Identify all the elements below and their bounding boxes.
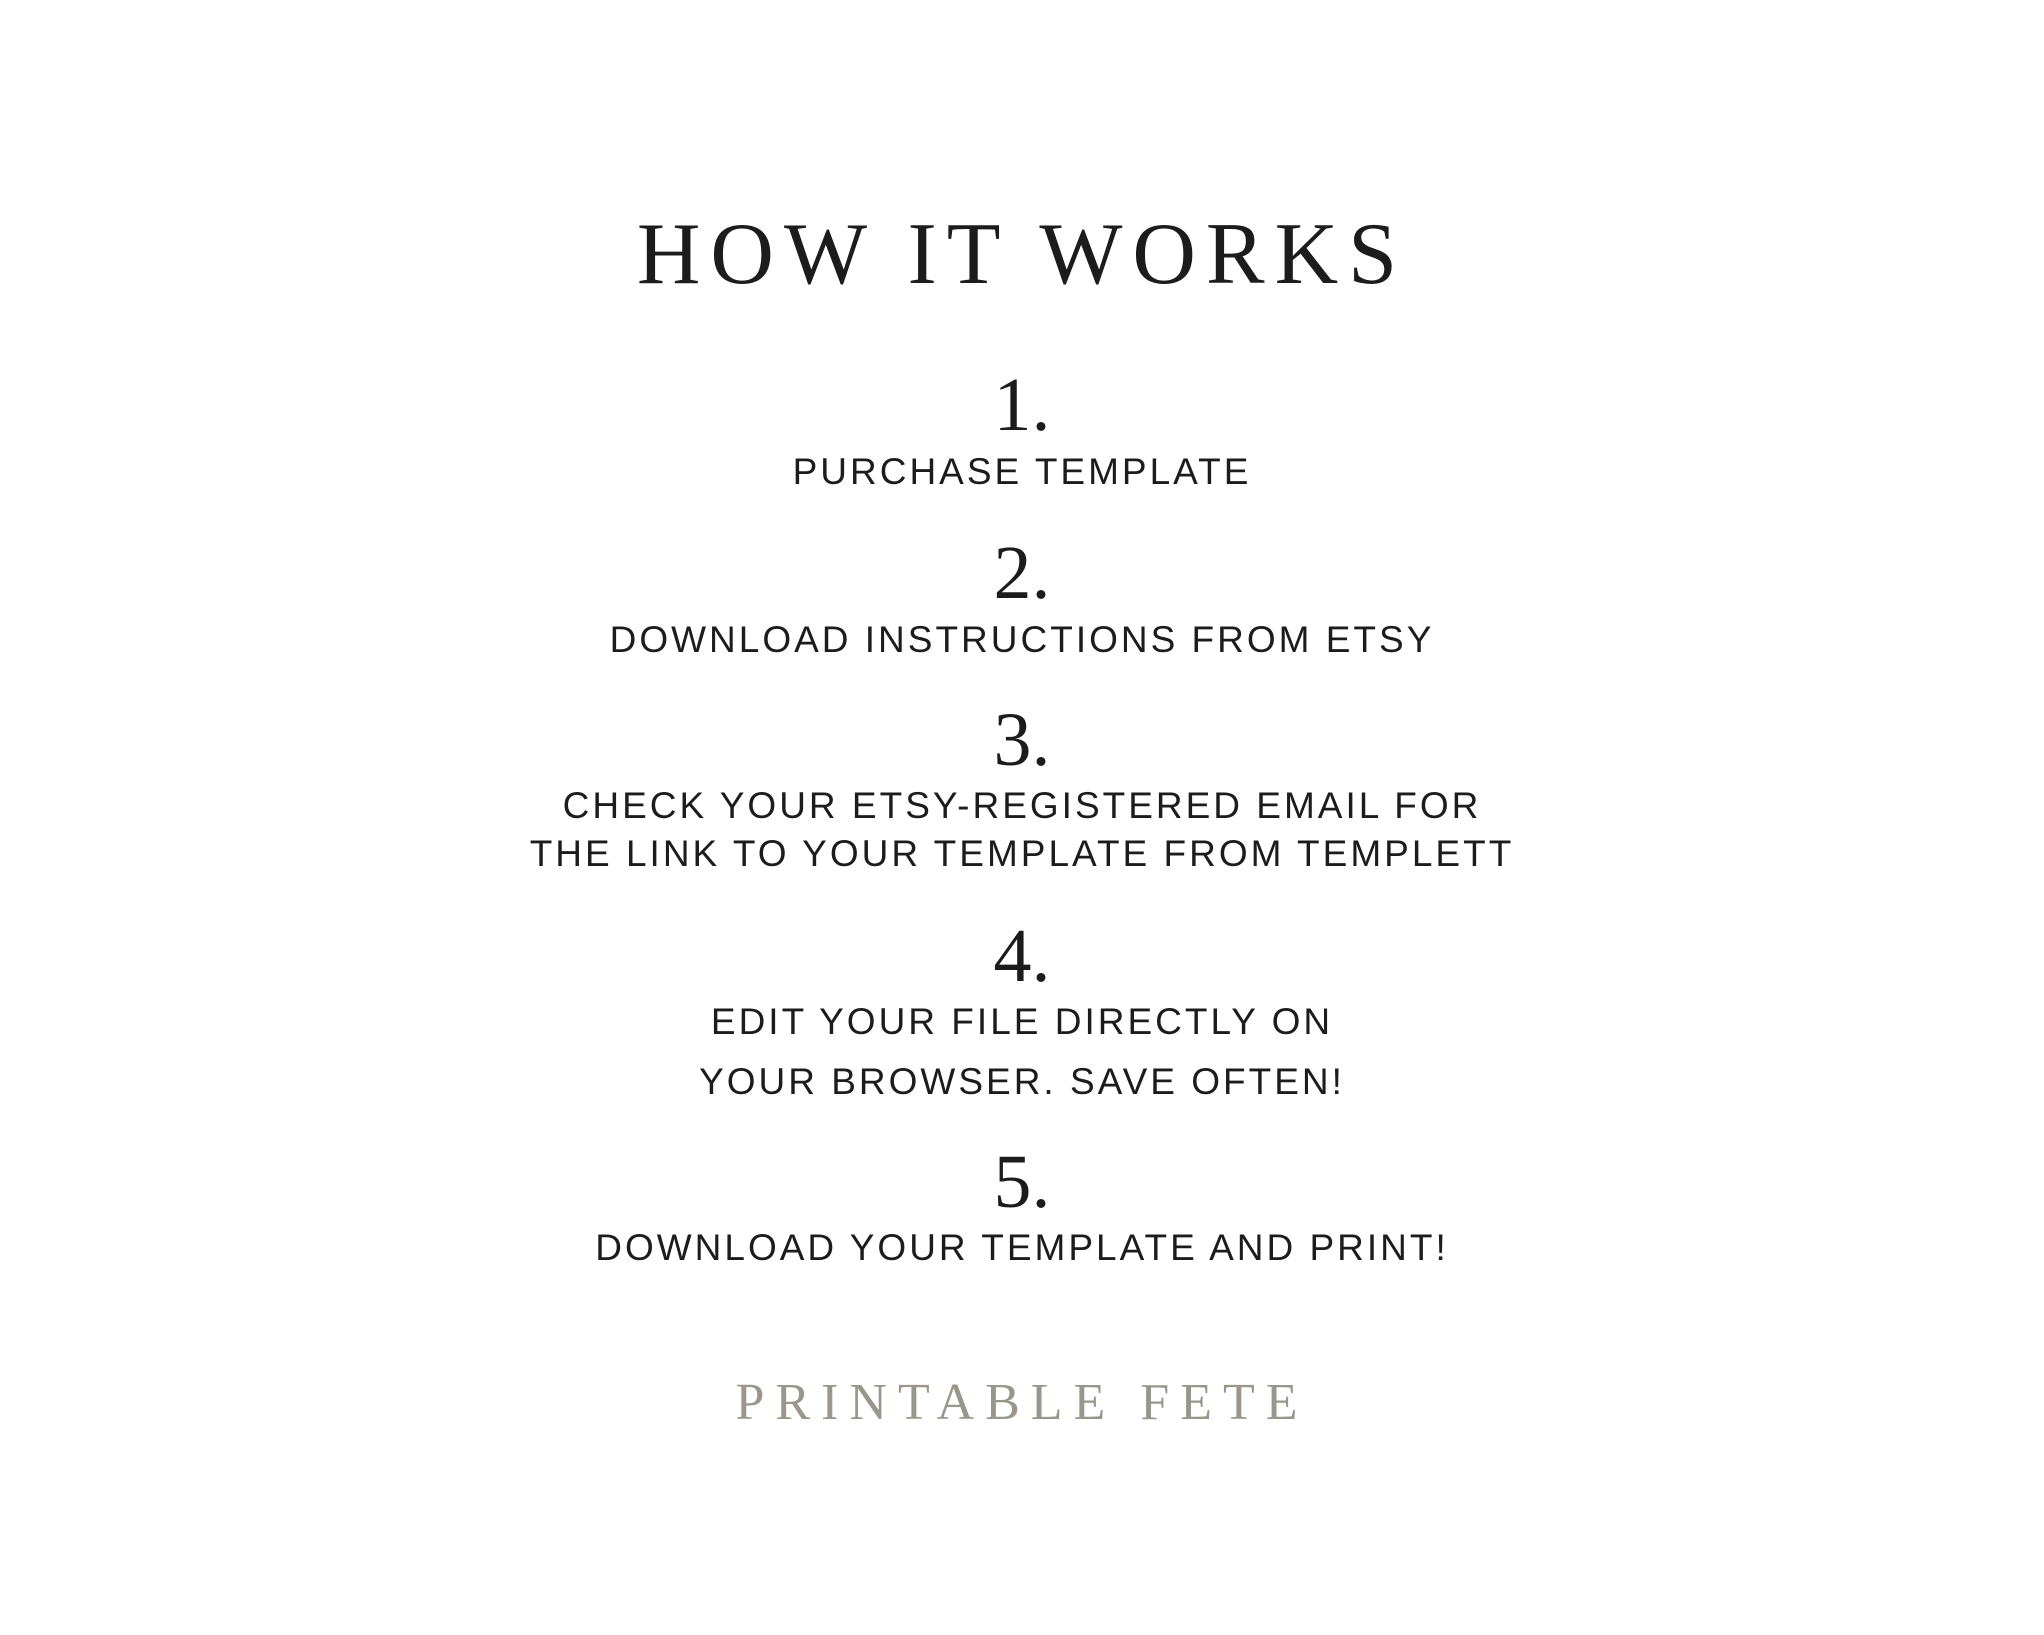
step-4-line-1: EDIT YOUR FILE DIRECTLY ON (710, 1001, 1334, 1042)
brand-name: PRINTABLE FETE (735, 1374, 1309, 1431)
step-3-number: 3. (993, 698, 1051, 782)
step-2-text (0, 616, 2044, 664)
step-1-text (0, 448, 2044, 496)
step-2-line-1: DOWNLOAD INSTRUCTIONS FROM ETSY (609, 619, 1435, 660)
step-4-text (0, 998, 2044, 1106)
step-3-text (0, 782, 2044, 878)
step-3-line-2: THE LINK TO YOUR TEMPLATE FROM TEMPLETT (529, 833, 1515, 874)
page-title: HOW IT WORKS (636, 206, 1408, 303)
step-4-line-2: YOUR BROWSER. SAVE OFTEN! (699, 1061, 1345, 1102)
step-5-text (0, 1224, 2044, 1272)
step-4-number: 4. (993, 914, 1051, 998)
step-2-number: 2. (993, 531, 1051, 615)
step-5-number: 5. (993, 1140, 1051, 1224)
step-1-number: 1. (993, 363, 1051, 447)
step-1-line-1: PURCHASE TEMPLATE (792, 451, 1252, 492)
step-5-line-1: DOWNLOAD YOUR TEMPLATE AND PRINT! (595, 1227, 1449, 1268)
step-3-line-1: CHECK YOUR ETSY-REGISTERED EMAIL FOR (562, 785, 1482, 826)
